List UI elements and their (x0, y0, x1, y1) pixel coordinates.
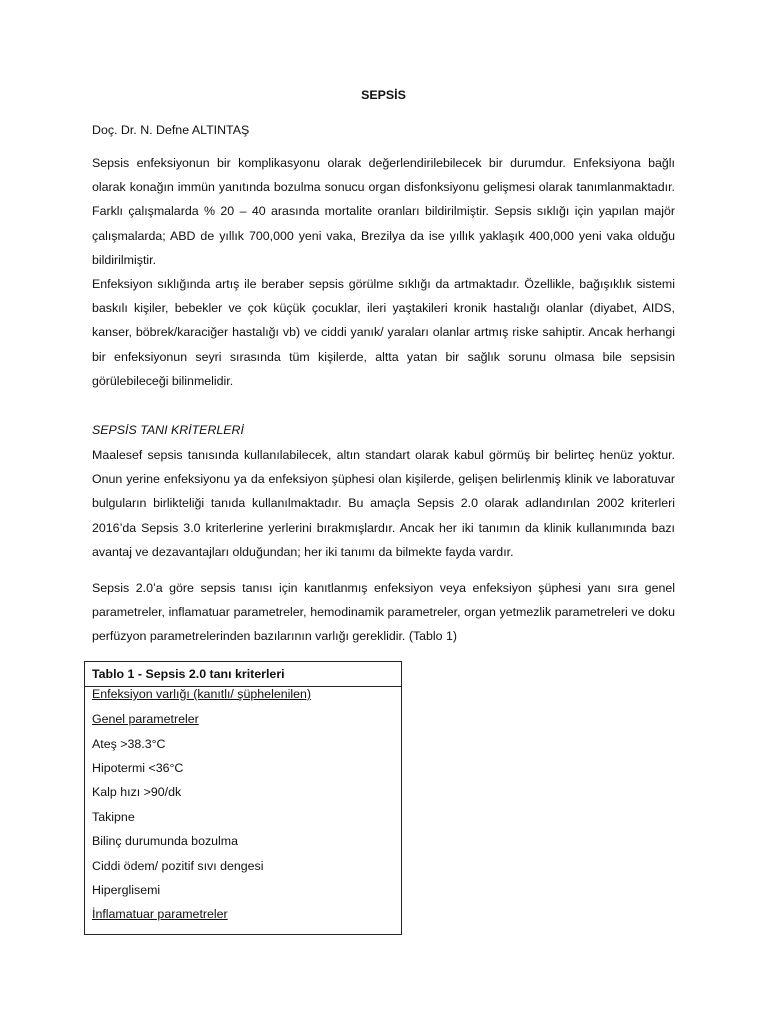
table-row: İnflamatuar parametreler (92, 907, 228, 921)
paragraph-intro: Sepsis enfeksiyonun bir komplikasyonu olarak değerlendirilebilecek bir durumdur. Enfeksiyona bağlı olarak konağın immün yanıtında bozulma sonucu organ disfonksiyonu gelişmesi olarak tanımlanmaktadır. Farklı çalışmalarda % 20 – 40 arasında mortalite oranları bildirilmiştir. Sepsis sıklığı için yapılan majör çalışmalarda; ABD de yıllık 700,000 yeni vaka, Brezilya da ise yıllık yaklaşık 400,000 yeni vaka olduğu bildirilmiştir. (92, 156, 675, 267)
criteria-table (84, 661, 402, 935)
document-author: Doç. Dr. N. Defne ALTINTAŞ (92, 123, 250, 137)
table-row: Takipne (92, 810, 135, 824)
paragraph-sepsis-2: Sepsis 2.0’a göre sepsis tanısı için kanıtlanmış enfeksiyon veya enfeksiyon şüphesi yanı sıra genel parametreler, inflamatuar parametreler, hemodinamik parametreler, organ yetmezlik parametreleri ve doku perfüzyon parametrelerinden bazılarının varlığı gereklidir. (Tablo 1) (92, 581, 675, 644)
paragraph-risk: Enfeksiyon sıklığında artış ile beraber sepsis görülme sıklığı da artmaktadır. Özellikle, bağışıklık sistemi baskılı kişiler, bebekler ve çok küçük çocuklar, ileri yaştakileri kronik hastalığı olanlar (diyabet, AIDS, kanser, böbrek/karaciğer hastalığı vb) ve ciddi yanık/ yaraları olanlar artmış riske sahiptir. Ancak herhangi bir enfeksiyonun seyri sırasında tüm kişilerde, altta yatan bir sağlık sorunu olmasa bile sepsisin görülebileceği bilinmelidir. (92, 277, 675, 388)
table-row: Hipotermi <36°C (92, 761, 184, 775)
table-row: Genel parametreler (92, 712, 199, 726)
table-row: Bilinç durumunda bozulma (92, 834, 239, 848)
table-row: Ciddi ödem/ pozitif sıvı dengesi (92, 859, 264, 873)
table-row: Kalp hızı >90/dk (92, 785, 182, 799)
paragraph-criteria: Maalesef sepsis tanısında kullanılabilecek, altın standart olarak kabul görmüş bir belirteç henüz yoktur. Onun yerine enfeksiyonu ya da enfeksiyon şüphesi olan kişilerde, gelişen belirlenmiş klinik ve laboratuvar bulguların birlikteliği tanıda kullanılmaktadır. Bu amaçla Sepsis 2.0 olarak adlandırılan 2002 kriterleri 2016’da Sepsis 3.0 kriterlerine yerlerini bırakmışlardır. Ancak her iki tanımın da klinik kullanımında bazı avantaj ve dezavantajları olduğundan; her iki tanımı da bilmekte fayda vardır. (92, 448, 675, 559)
table-row: Ateş >38.3°C (92, 737, 166, 751)
document-title: SEPSİS (361, 88, 406, 102)
table-row: Enfeksiyon varlığı (kanıtlı/ şüphelenilen) (92, 687, 312, 701)
table-row: Hiperglisemi (92, 883, 161, 897)
section-heading: SEPSİS TANI KRİTERLERİ (92, 423, 244, 437)
table-title: Tablo 1 - Sepsis 2.0 tanı kriterleri (85, 662, 401, 687)
